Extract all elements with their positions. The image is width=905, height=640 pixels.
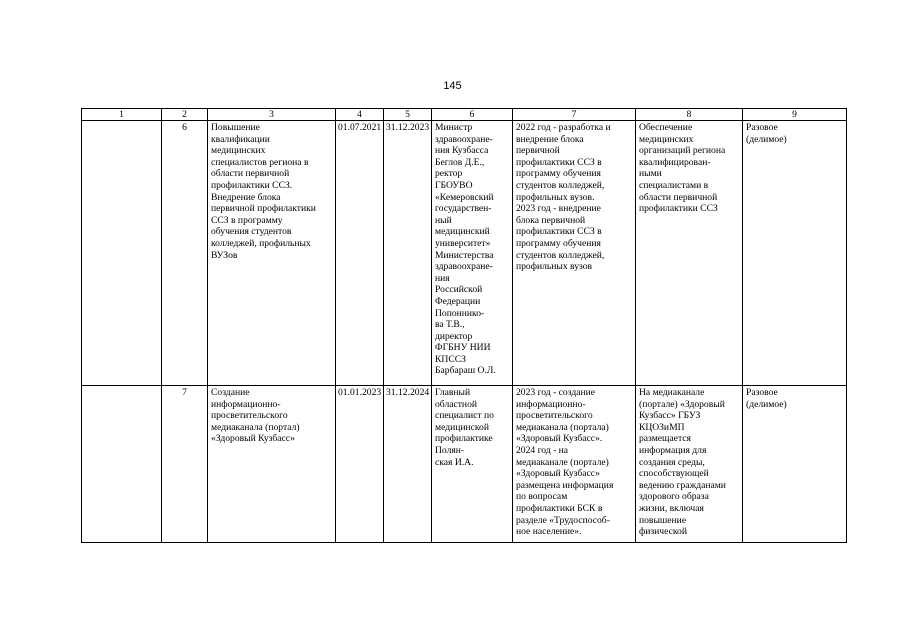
item-number: 6 [162,121,208,386]
table-row [82,386,847,543]
page-number: 145 [443,80,462,92]
column-number-9: 9 [743,109,847,121]
column-number-5: 5 [384,109,432,121]
expected-result: Обеспечение медицинских организаций региона квалифицирован- ными специалистами в области первичной профилактики ССЗ [636,121,743,386]
group-cell [82,121,162,386]
measure-description: 2023 год - создание информационно- просветительского медиаканала (портала) «Здоровый Кузбасс». 2024 год - на медиаканале (портале) «Здоровый Кузбасс» размещена информация по вопросам профилактики БСК в разделе «Трудоспособ- ное население». [513,386,636,543]
end-date: 31.12.2024 [384,386,432,543]
column-number-4: 4 [336,109,384,121]
column-number-2: 2 [162,109,208,121]
measure-description: 2022 год - разработка и внедрение блока первичной профилактики ССЗ в программу обучения студентов колледжей, профильных вузов. 2023 год - внедрение блока первичной профилактики ССЗ в программу обучения студентов колледжей, профильных вузов [513,121,636,386]
measure-name: Создание информационно- просветительского медиаканала (портал) «Здоровый Кузбасс» [208,386,336,543]
measure-type: Разовое (делимое) [743,121,847,386]
end-date: 31.12.2023 [384,121,432,386]
measures-table [81,108,847,543]
measure-type: Разовое (делимое) [743,386,847,543]
expected-result: На медиаканале (портале) «Здоровый Кузбасс» ГБУЗ КЦОЗиМП размещается информация для создания среды, способствующей ведению гражданами здорового образа жизни, включая повышение физической [636,386,743,543]
start-date: 01.07.2021 [336,121,384,386]
table-row [82,121,847,386]
column-number-8: 8 [636,109,743,121]
column-number-row [82,109,847,121]
column-number-3: 3 [208,109,336,121]
column-number-7: 7 [513,109,636,121]
start-date: 01.01.2023 [336,386,384,543]
group-cell [82,386,162,543]
column-number-6: 6 [432,109,513,121]
responsible-person: Главный областной специалист по медицинской профилактике Полян- ская И.А. [432,386,513,543]
item-number: 7 [162,386,208,543]
column-number-1: 1 [82,109,162,121]
responsible-person: Министр здравоохране- ния Кузбасса Беглов Д.Е., ректор ГБОУВО «Кемеровский государствен- ный медицинский университет» Министерства здравоохране- ния Российской Федерации Попоннико- ва Т.В., директор ФГБНУ НИИ КПССЗ Барбараш О.Л. [432,121,513,386]
measure-name: Повышение квалификации медицинских специалистов региона в области первичной профилактики ССЗ. Внедрение блока первичной профилактики ССЗ в программу обучения студентов колледжей, профильных ВУЗов [208,121,336,386]
